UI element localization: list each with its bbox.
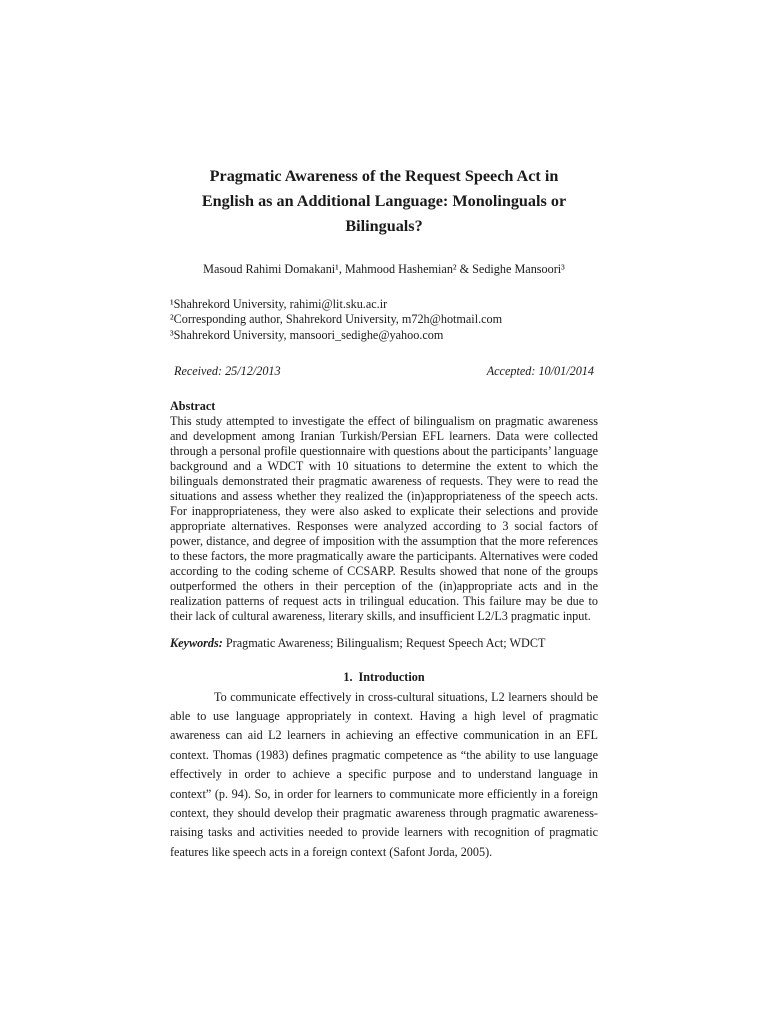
affiliations bbox=[170, 297, 598, 343]
date-line bbox=[170, 364, 598, 379]
abstract-text: This study attempted to investigate the effect of bilingualism on pragmatic awareness and development among Iranian Turkish/Persian EFL learners. Data were collected through a personal profile questionnaire with questions about the participants’ language background and a WDCT with 10 situations to determine the extent to which the bilinguals demonstrated their pragmatic awareness of requests. They were to read the situations and assess whether they realized the (in)appropriateness of the speech acts. For inappropriateness, they were also asked to explicate their selections and provide appropriate alternatives. Responses were analyzed according to 3 social factors of power, distance, and degree of imposition with the assumption that the more references to these factors, the more pragmatically aware the participants. Alternatives were coded according to the coding scheme of CCSARP. Results showed that none of the groups outperformed the others in their perception of the (in)appropriate acts and in the realization patterns of request acts in trilingual education. This failure may be due to their lack of cultural awareness, literary skills, and insufficient L2/L3 pragmatic input. bbox=[170, 414, 598, 623]
author-list: Masoud Rahimi Domakani¹, Mahmood Hashemian² & Sedighe Mansoori³ bbox=[203, 262, 565, 276]
received-date: Received: 25/12/2013 bbox=[174, 364, 281, 379]
accepted-date: Accepted: 10/01/2014 bbox=[486, 364, 594, 379]
section-number: 1. bbox=[343, 669, 353, 684]
paper-title bbox=[170, 164, 598, 239]
title-line-2: English as an Additional Language: Monolinguals or bbox=[201, 192, 567, 210]
paper-page bbox=[170, 164, 598, 874]
keywords-line bbox=[170, 636, 598, 651]
affiliation-2: ²Corresponding author, Shahrekord University, m72h@hotmail.com bbox=[170, 312, 503, 327]
section-heading bbox=[170, 670, 598, 685]
intro-paragraph: To communicate effectively in cross-cultural situations, L2 learners should be able to use language appropriately in context. Having a high level of pragmatic awareness can aid L2 learners in achieving an effective communication in an EFL context. Thomas (1983) defines pragmatic competence as “the ability to use language effectively in order to achieve a specific purpose and to understand language in context” (p. 94). So, in order for learners to communicate more efficiently in a foreign context, they should develop their pragmatic awareness through pragmatic awareness-raising tasks and activities needed to provide learners with recognition of pragmatic features like speech acts in a foreign context (Safont Jorda, 2005). bbox=[170, 689, 598, 859]
affiliation-1: ¹Shahrekord University, rahimi@lit.sku.ac.ir bbox=[170, 297, 388, 311]
keywords-text: Pragmatic Awareness; Bilingualism; Request Speech Act; WDCT bbox=[222, 635, 546, 650]
title-line-1: Pragmatic Awareness of the Request Speech Act in bbox=[209, 167, 559, 185]
section-title: Introduction bbox=[358, 669, 425, 684]
title-line-3: Bilinguals? bbox=[345, 217, 423, 235]
abstract-heading: Abstract bbox=[170, 399, 216, 414]
affiliation-3: ³Shahrekord University, mansoori_sedighe@yahoo.com bbox=[170, 327, 444, 342]
keywords-label: Keywords: bbox=[170, 635, 223, 650]
